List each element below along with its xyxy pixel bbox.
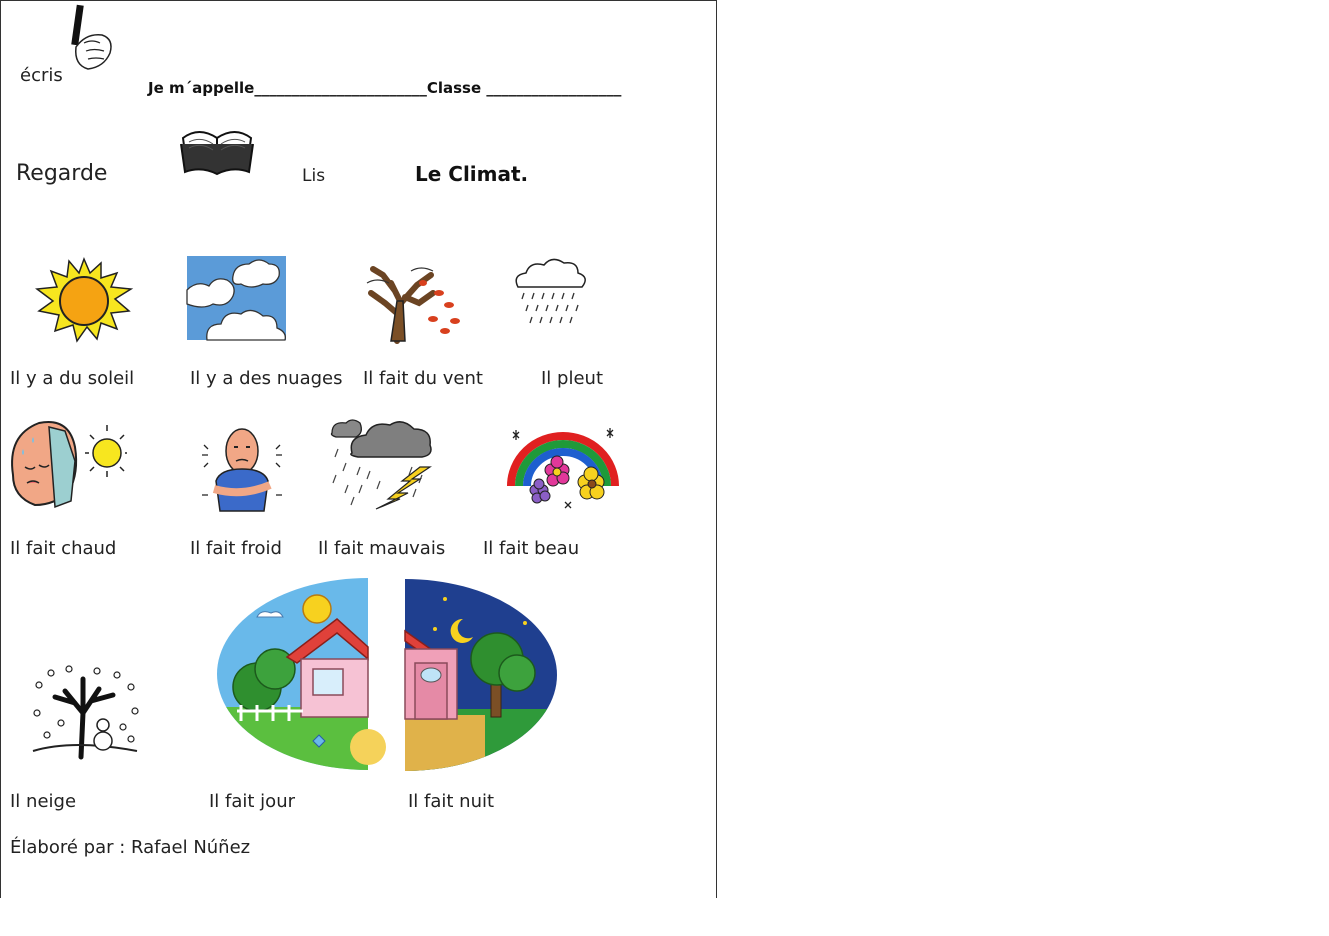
rain-cloud-icon: [512, 259, 590, 333]
label-nice-weather: Il fait beau: [483, 538, 580, 559]
label-rain: Il pleut: [541, 368, 603, 389]
page-title: Le Climat.: [415, 162, 529, 186]
label-snow: Il neige: [10, 791, 77, 812]
class-label-text: Classe: [426, 79, 482, 97]
label-windy: Il fait du vent: [363, 368, 483, 389]
write-label: écris: [20, 65, 63, 86]
name-label-text: Je m´appelle: [148, 79, 255, 97]
read-label: Lis: [302, 166, 326, 186]
label-night: Il fait nuit: [408, 791, 495, 812]
day-house-icon: [217, 577, 368, 771]
look-label: Regarde: [16, 161, 108, 186]
label-cloudy: Il y a des nuages: [190, 368, 343, 389]
wind-tree-icon: [361, 263, 465, 343]
label-cold: Il fait froid: [190, 538, 282, 559]
storm-icon: [326, 419, 436, 509]
class-blank[interactable]: __________________: [486, 79, 622, 97]
snow-tree-icon: [31, 665, 143, 759]
label-sunny: Il y a du soleil: [10, 368, 135, 389]
name-label: [148, 79, 621, 97]
sun-icon: [35, 259, 133, 343]
open-book-icon: [179, 116, 253, 176]
night-house-icon: [405, 579, 557, 771]
cold-person-icon: [196, 425, 288, 515]
label-day: Il fait jour: [209, 791, 296, 812]
hot-face-icon: [9, 419, 127, 511]
name-blank[interactable]: _______________________: [254, 79, 427, 97]
rainbow-flowers-icon: [507, 426, 619, 514]
author-credit: Élaboré par : Rafael Núñez: [10, 837, 251, 858]
label-hot: Il fait chaud: [10, 538, 117, 559]
label-bad-weather: Il fait mauvais: [318, 538, 446, 559]
clouds-icon: [187, 256, 286, 340]
hand-pencil-icon: [56, 3, 116, 78]
